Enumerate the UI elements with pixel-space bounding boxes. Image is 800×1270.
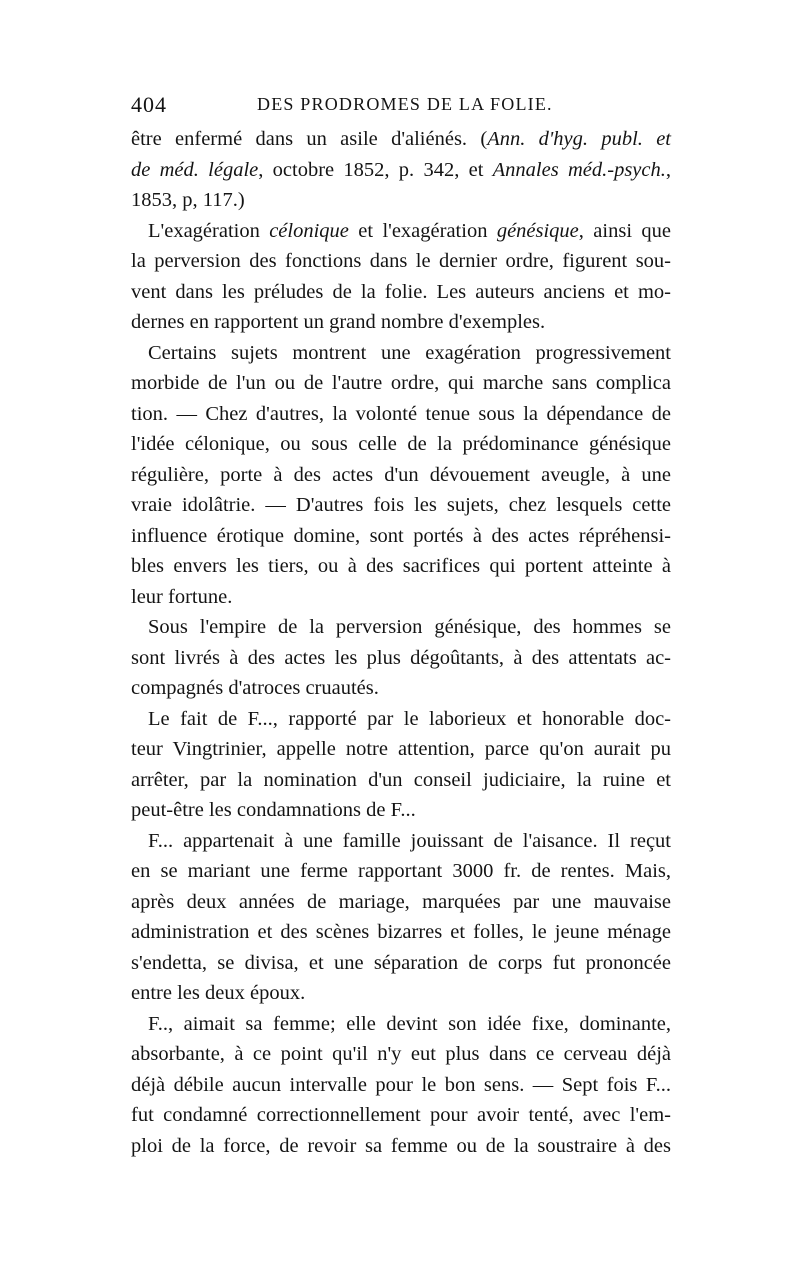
text-line xyxy=(131,948,671,979)
text-segment: et l'exagération xyxy=(348,219,497,242)
text-segment: ploi de la force, de revoir sa femme ou de la soustraire à des xyxy=(131,1134,671,1157)
body-text xyxy=(131,124,671,1161)
text-segment: fut condamné correctionnellement pour avoir tenté, avec l'em- xyxy=(131,1104,671,1126)
text-segment: en se mariant une ferme rapportant 3000 fr. de rentes. Mais, xyxy=(131,860,671,882)
text-line xyxy=(131,490,671,521)
italic-text: célonique xyxy=(269,219,349,242)
text-segment: peut-être les condamnations de F... xyxy=(131,799,416,821)
text-line xyxy=(131,673,671,704)
text-segment: F.., aimait sa femme; elle devint son idée fixe, dominante, xyxy=(148,1012,671,1035)
text-segment: Le fait de F..., rapporté par le laborieux et honorable doc- xyxy=(148,707,671,730)
text-line xyxy=(131,1039,671,1070)
text-line xyxy=(131,643,671,674)
italic-text: de méd. légale xyxy=(131,158,259,181)
text-line xyxy=(131,155,671,186)
text-segment: Certains sujets montrent une exagération progressivement xyxy=(148,341,671,364)
text-line xyxy=(131,551,671,582)
text-segment: compagnés d'atroces cruautés. xyxy=(131,677,379,699)
text-segment: dernes en rapportent un grand nombre d'exemples. xyxy=(131,311,546,333)
text-line xyxy=(131,795,671,826)
text-line xyxy=(131,216,671,247)
text-segment: s'endetta, se divisa, et une séparation de corps fut prononcée xyxy=(131,951,671,974)
text-segment: vraie idolâtrie. — D'autres fois les sujets, chez lesquels cette xyxy=(131,494,671,516)
text-segment: F... appartenait à une famille jouissant de l'aisance. Il reçut xyxy=(148,829,671,852)
text-line xyxy=(131,1009,671,1040)
text-line xyxy=(131,185,671,216)
text-line xyxy=(131,338,671,369)
text-line xyxy=(131,704,671,735)
text-line xyxy=(131,887,671,918)
text-line xyxy=(131,856,671,887)
text-line xyxy=(131,765,671,796)
text-segment: après deux années de mariage, marquées par une mauvaise xyxy=(131,890,671,913)
text-segment: 1853, p, 117.) xyxy=(131,189,245,211)
text-line xyxy=(131,734,671,765)
text-line xyxy=(131,1070,671,1101)
text-line xyxy=(131,307,671,338)
text-line xyxy=(131,612,671,643)
text-segment: bles envers les tiers, ou à des sacrifices qui portent atteinte à xyxy=(131,555,671,577)
text-segment: morbide de l'un ou de l'autre ordre, qui marche sans complica xyxy=(131,372,671,394)
text-line xyxy=(131,277,671,308)
text-segment: teur Vingtrinier, appelle notre attention, parce qu'on aurait pu xyxy=(131,738,671,760)
italic-text: Annales méd.-psych. xyxy=(492,158,666,181)
text-line xyxy=(131,1131,671,1162)
text-segment: , xyxy=(665,158,672,181)
text-segment: entre les deux époux. xyxy=(131,982,306,1004)
text-segment: administration et des scènes bizarres et folles, le jeune ménage xyxy=(131,921,671,943)
italic-text: génésique xyxy=(496,219,579,242)
text-segment: sont livrés à des actes les plus dégoûtants, à des attentats ac- xyxy=(131,646,671,669)
page-number: 404 xyxy=(131,92,167,117)
text-line xyxy=(131,978,671,1009)
text-line xyxy=(131,399,671,430)
text-line xyxy=(131,521,671,552)
text-segment: arrêter, par la nomination d'un conseil judiciaire, la ruine et xyxy=(131,768,671,791)
page-header xyxy=(131,92,671,122)
text-line xyxy=(131,460,671,491)
text-line xyxy=(131,124,671,155)
text-line xyxy=(131,246,671,277)
text-line xyxy=(131,1100,671,1131)
running-title: DES PRODROMES DE LA FOLIE. xyxy=(257,94,553,114)
text-segment: , ainsi que xyxy=(578,219,671,242)
text-segment: la perversion des fonctions dans le dernier ordre, figurent sou- xyxy=(131,250,671,272)
text-segment: influence érotique domine, sont portés à des actes répréhensi- xyxy=(131,524,671,547)
text-segment: l'idée célonique, ou sous celle de la prédominance génésique xyxy=(131,433,671,455)
text-segment: régulière, porte à des actes d'un dévouement aveugle, à une xyxy=(131,463,671,486)
text-segment: leur fortune. xyxy=(131,585,233,608)
text-segment: tion. — Chez d'autres, la volonté tenue sous la dépendance de xyxy=(131,402,671,425)
italic-text: Ann. d'hyg. publ. et xyxy=(487,128,671,150)
text-line xyxy=(131,368,671,399)
text-segment: vent dans les préludes de la folie. Les auteurs anciens et mo- xyxy=(131,280,671,303)
text-segment: déjà débile aucun intervalle pour le bon sens. — Sept fois F... xyxy=(131,1073,671,1096)
text-segment: être enfermé dans un asile d'aliénés. ( xyxy=(131,128,488,150)
text-line xyxy=(131,826,671,857)
text-line xyxy=(131,917,671,948)
text-line xyxy=(131,582,671,613)
text-line xyxy=(131,429,671,460)
text-segment: L'exagération xyxy=(148,219,270,242)
text-segment: , octobre 1852, p. 342, et xyxy=(258,158,493,181)
text-segment: absorbante, à ce point qu'il n'y eut plus dans ce cerveau déjà xyxy=(131,1043,671,1065)
text-segment: Sous l'empire de la perversion génésique, des hommes se xyxy=(148,616,671,638)
